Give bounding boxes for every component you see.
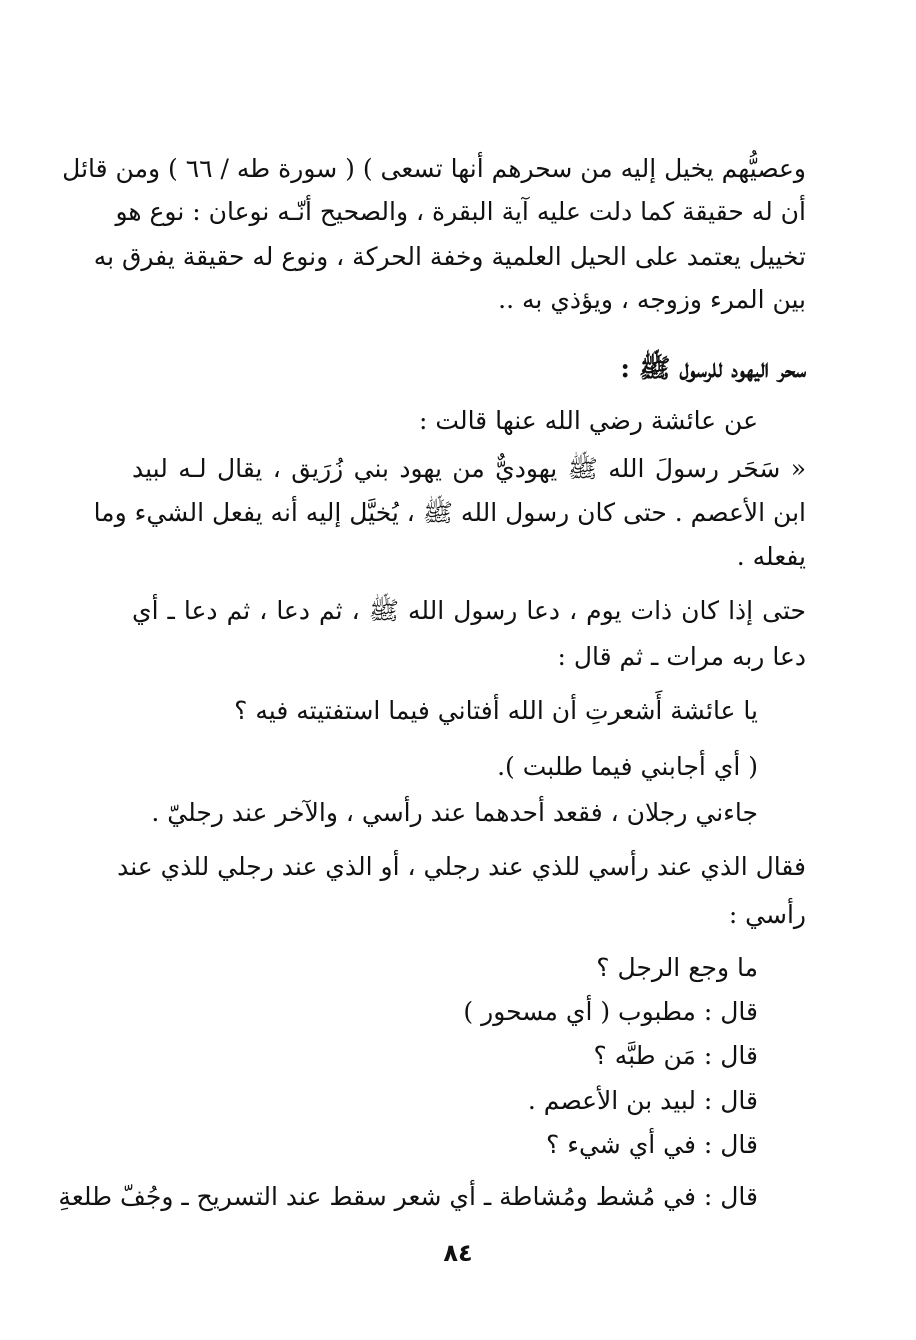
section-heading: سحر اليهود للرسول ﷺ : bbox=[620, 354, 806, 384]
page-number: ٨٤ bbox=[443, 1239, 473, 1267]
speech4-line-2: رأسي : bbox=[728, 900, 806, 929]
speech-line-1: يا عائشة أَشعرتِ أن الله أفتاني فيما استفتيته فيه ؟ bbox=[234, 696, 758, 725]
narration-intro: عن عائشة رضي الله عنها قالت : bbox=[419, 406, 758, 435]
quote1-line-3: يفعله . bbox=[736, 542, 806, 571]
dialogue-line-1: ما وجع الرجل ؟ bbox=[596, 953, 758, 982]
quote1-line-1: « سَحَر رسولَ الله ﷺ يهوديٌّ من يهود بني زُرَيق ، يقال لـه لبيد bbox=[132, 454, 806, 483]
quote1-line-2: ابن الأعصم . حتى كان رسول الله ﷺ ، يُخيَّل إليه أنه يفعل الشيء وما bbox=[93, 498, 806, 527]
quote2-line-2: دعا ربه مرات ـ ثم قال : bbox=[557, 642, 806, 671]
quote2-line-1: حتى إذا كان ذات يوم ، دعا رسول الله ﷺ ، ثم دعا ، ثم دعا ـ أي bbox=[132, 596, 806, 625]
paragraph-line-2: أن له حقيقة كما دلت عليه آية البقرة ، والصحيح أنّـه نوعان : نوع هو bbox=[115, 197, 806, 226]
speech-line-2: ( أي أجابني فيما طلبت ). bbox=[497, 752, 758, 781]
paragraph-line-4: بين المرء وزوجه ، ويؤذي به .. bbox=[498, 285, 806, 314]
speech-line-3: جاءني رجلان ، فقعد أحدهما عند رأسي ، والآخر عند رجليّ . bbox=[151, 798, 758, 827]
dialogue-line-5: قال : في أي شيء ؟ bbox=[546, 1130, 758, 1159]
dialogue-line-3: قال : مَن طبَّه ؟ bbox=[593, 1041, 758, 1070]
dialogue-line-2: قال : مطبوب ( أي مسحور ) bbox=[463, 997, 758, 1026]
speech4-line-1: فقال الذي عند رأسي للذي عند رجلي ، أو الذي عند رجلي للذي عند bbox=[117, 852, 806, 881]
dialogue-line-6: قال : في مُشط ومُشاطة ـ أي شعر سقط عند التسريح ـ وجُفّ طلعةِ bbox=[58, 1182, 758, 1211]
dialogue-line-4: قال : لبيد بن الأعصم . bbox=[527, 1086, 758, 1115]
paragraph-line-1: وعصيُّهم يخيل إليه من سحرهم أنها تسعى ) ( سورة طه / ٦٦ ) ومن قائل bbox=[62, 154, 806, 183]
paragraph-line-3: تخييل يعتمد على الحيل العلمية وخفة الحركة ، ونوع له حقيقة يفرق به bbox=[93, 242, 806, 271]
